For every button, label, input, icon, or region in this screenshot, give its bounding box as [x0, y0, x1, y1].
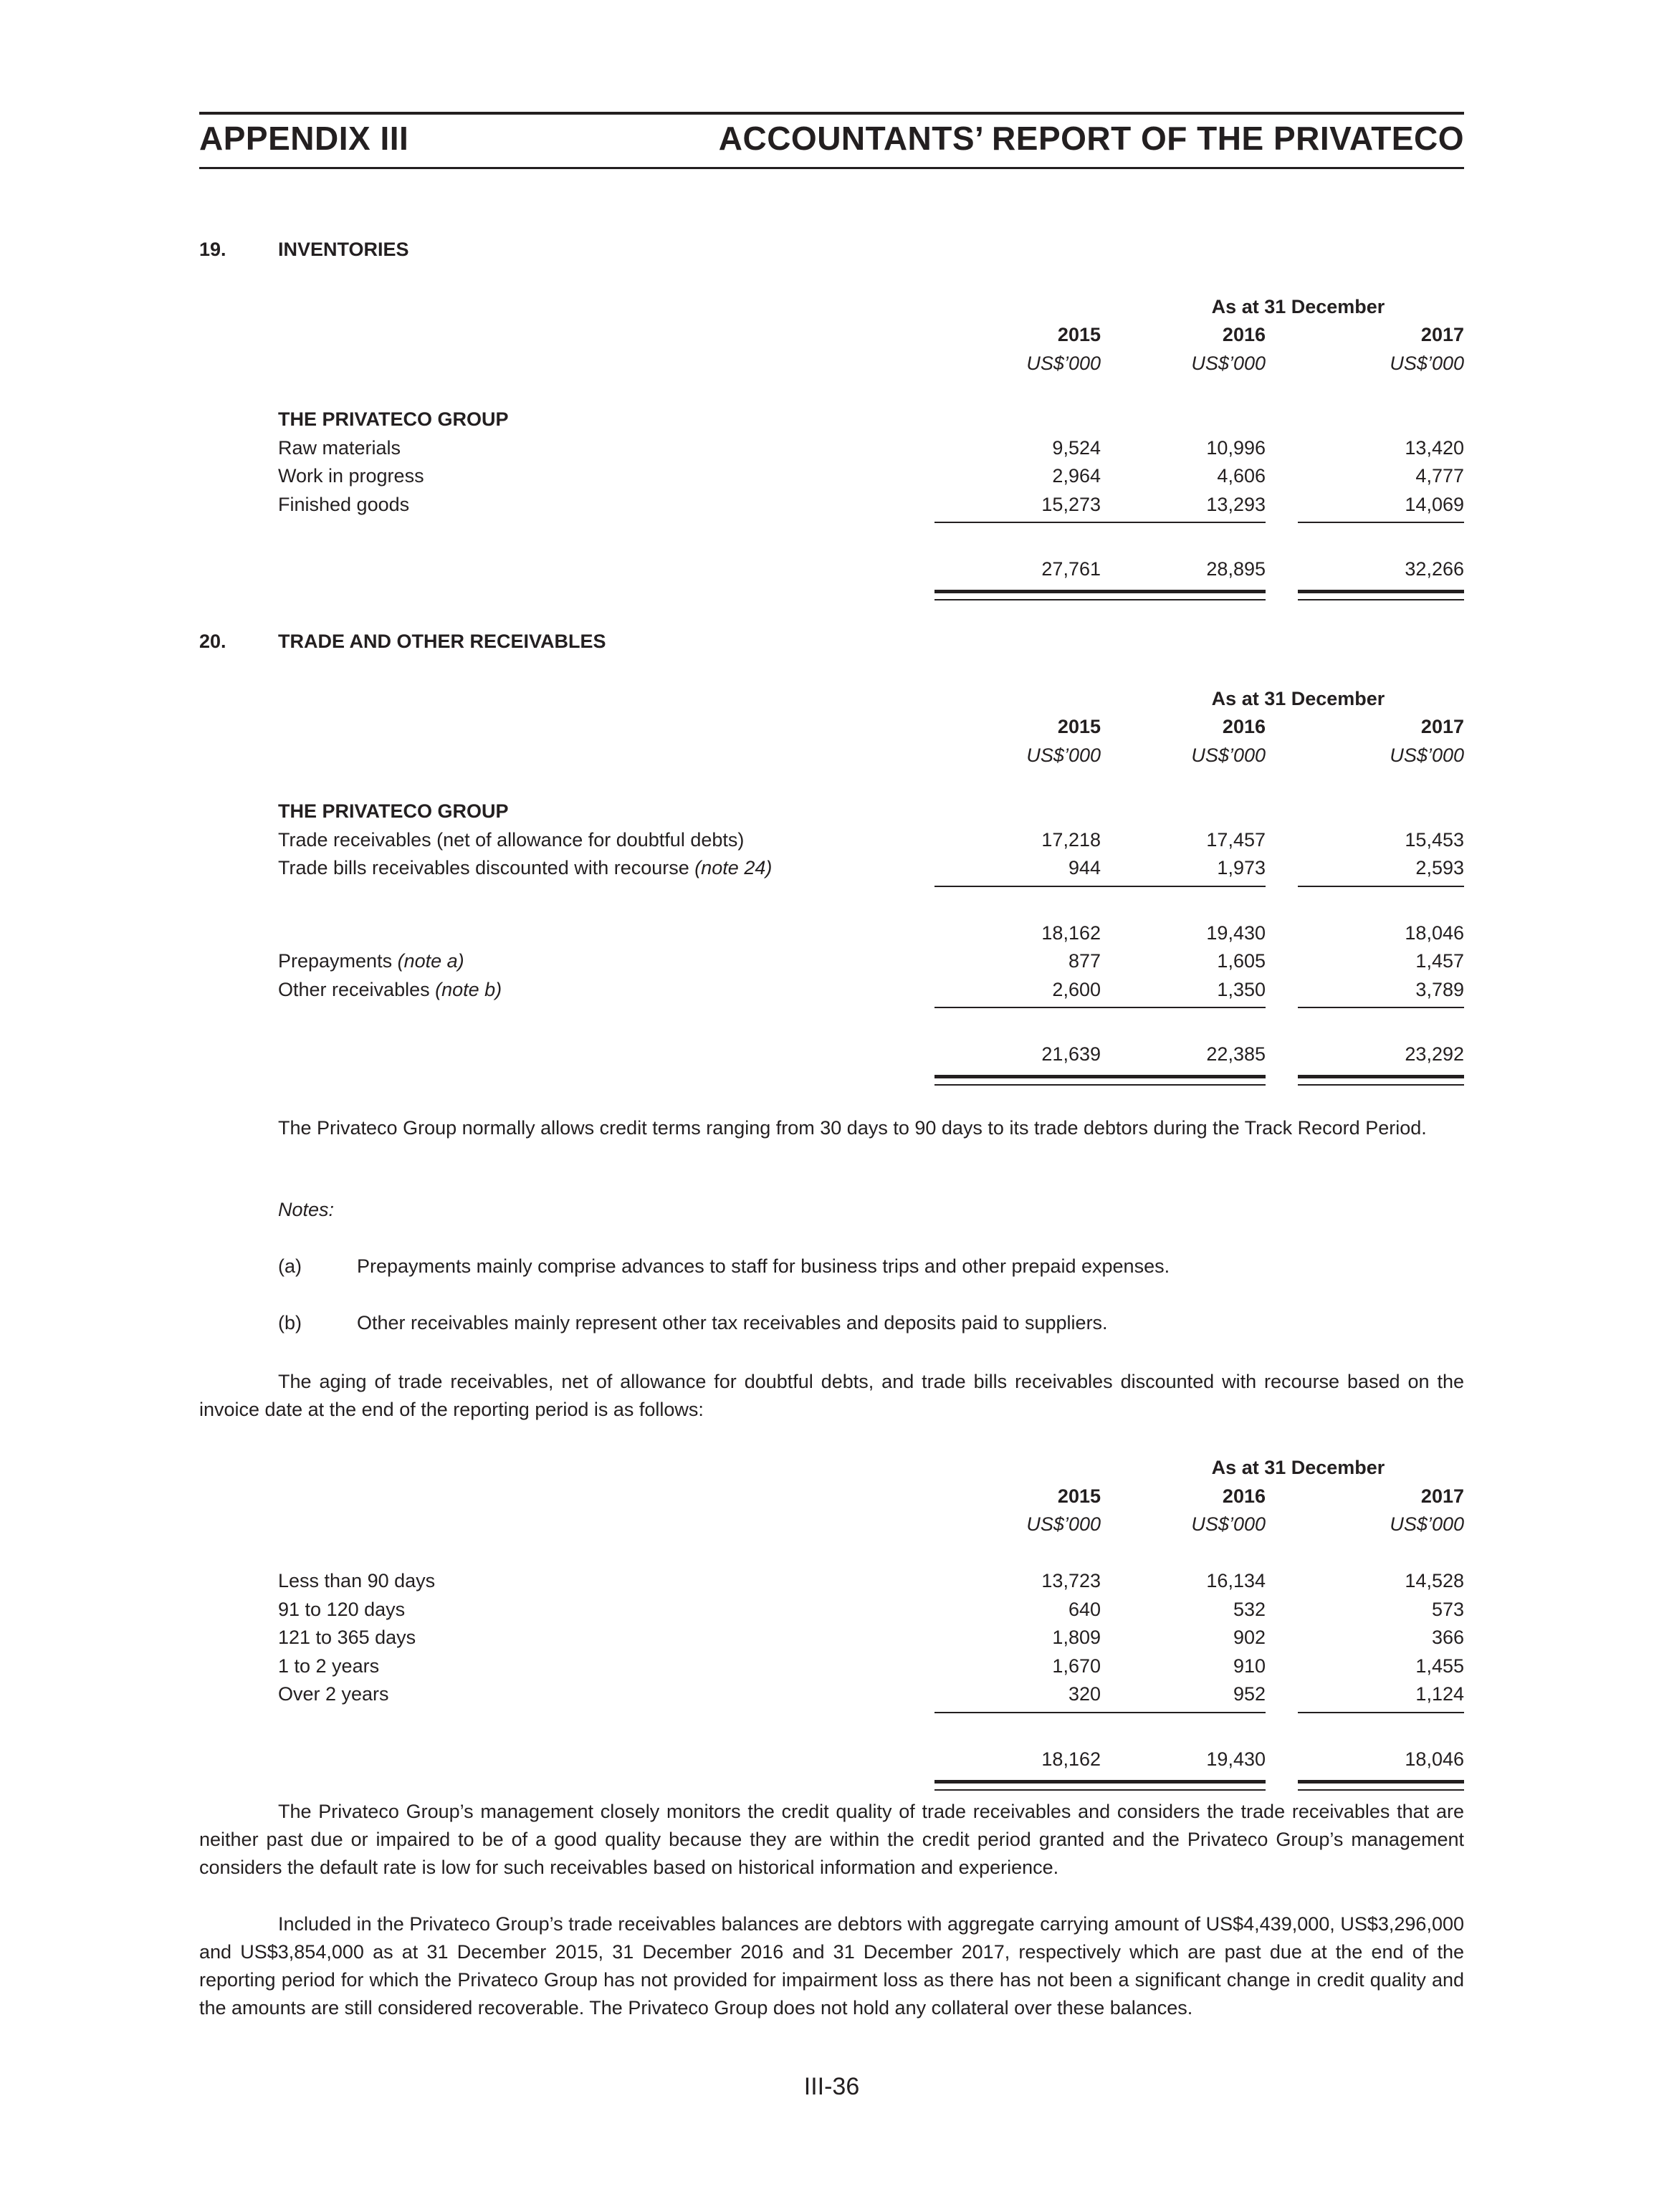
- cell: 532: [1233, 1599, 1266, 1620]
- cell: 573: [1431, 1599, 1464, 1620]
- table-row: [199, 1683, 1464, 1712]
- table-row: [199, 1655, 1464, 1684]
- table-row: [199, 437, 1464, 466]
- table-row: [199, 979, 1464, 1007]
- total-double-rule: [934, 1084, 1101, 1086]
- year-2016: 2016: [1222, 1485, 1266, 1507]
- row-label: [278, 979, 502, 1001]
- unit-2017: US$’000: [1390, 353, 1464, 374]
- credit-terms-paragraph: [199, 1114, 1464, 1142]
- cell: 944: [1068, 857, 1101, 878]
- cell: 19,430: [1206, 1748, 1266, 1770]
- total-double-rule: [1099, 1084, 1266, 1086]
- total-double-rule: [1298, 590, 1464, 597]
- unit-2016: US$’000: [1191, 744, 1266, 766]
- cell: 18,162: [1041, 1748, 1101, 1770]
- cell: 4,777: [1415, 465, 1464, 487]
- total-double-rule: [934, 1075, 1101, 1082]
- row-label-text: Prepayments: [278, 950, 398, 972]
- cell: 1,457: [1415, 950, 1464, 972]
- cell: 15,453: [1405, 829, 1464, 851]
- total-row: [199, 1748, 1464, 1777]
- cell: 640: [1068, 1599, 1101, 1620]
- group-heading: [199, 408, 1464, 437]
- cell: 18,162: [1041, 922, 1101, 944]
- year-header-row: [199, 1485, 1464, 1514]
- year-2017: 2017: [1420, 716, 1464, 737]
- note-b-label: (b): [278, 1312, 302, 1334]
- group-heading: [199, 800, 1464, 829]
- cell: 2,600: [1052, 979, 1101, 1000]
- unit-2015: US$’000: [1026, 353, 1101, 374]
- cell: 16,134: [1206, 1570, 1266, 1591]
- cell: 14,069: [1405, 494, 1464, 515]
- row-label: Trade receivables (net of allowance for doubtful debts): [278, 829, 745, 851]
- notes-heading: Notes:: [278, 1199, 335, 1220]
- year-2016: 2016: [1222, 716, 1266, 737]
- paragraph-text: The Privateco Group normally allows credit terms ranging from 30 days to 90 days to its trade debtors during the Track Record Period.: [278, 1117, 1427, 1139]
- total-double-rule: [1298, 1789, 1464, 1791]
- header-bottom-rule: [199, 167, 1464, 169]
- subtotal-rule: [934, 886, 1101, 887]
- year-2016: 2016: [1222, 324, 1266, 345]
- cell: 1,455: [1415, 1655, 1464, 1677]
- subtotal-row: [199, 922, 1464, 951]
- row-label: Less than 90 days: [278, 1570, 436, 1591]
- total-double-rule: [1298, 1780, 1464, 1787]
- table-row: [199, 950, 1464, 979]
- row-label: 1 to 2 years: [278, 1655, 380, 1677]
- cell: 15,273: [1041, 494, 1101, 515]
- cell: 13,293: [1206, 494, 1266, 515]
- note-a-text: Prepayments mainly comprise advances to staff for business trips and other prepaid expenses.: [357, 1255, 1170, 1277]
- total-row: [199, 558, 1464, 587]
- cell: 22,385: [1206, 1043, 1266, 1065]
- cell: 21,639: [1041, 1043, 1101, 1065]
- total-double-rule: [1099, 599, 1266, 600]
- total-double-rule: [1298, 599, 1464, 600]
- cell: 17,218: [1041, 829, 1101, 851]
- cell: 17,457: [1206, 829, 1266, 851]
- note-a-label: (a): [278, 1255, 302, 1277]
- row-label: Over 2 years: [278, 1683, 389, 1705]
- total-double-rule: [1099, 1789, 1266, 1791]
- subtotal-rule: [1099, 1712, 1266, 1713]
- cell: 1,809: [1052, 1627, 1101, 1648]
- total-double-rule: [934, 1780, 1101, 1787]
- note-b-text: Other receivables mainly represent other tax receivables and deposits paid to suppliers.: [357, 1312, 1108, 1334]
- cell: 910: [1233, 1655, 1266, 1677]
- total-double-rule: [934, 599, 1101, 600]
- cell: 1,973: [1217, 857, 1266, 878]
- as-at-heading: As at 31 December: [1211, 296, 1385, 317]
- past-due-paragraph: [199, 1910, 1464, 2022]
- subtotal-rule: [1298, 1007, 1464, 1008]
- cell: 28,895: [1206, 558, 1266, 580]
- note-reference-link[interactable]: (note b): [435, 979, 502, 1000]
- unit-header-row: [199, 1513, 1464, 1542]
- as-at-heading: As at 31 December: [1211, 1457, 1385, 1478]
- cell: 1,605: [1217, 950, 1266, 972]
- table-row: [199, 857, 1464, 886]
- aging-intro-paragraph: [199, 1368, 1464, 1424]
- year-header-row: [199, 324, 1464, 353]
- table-row: [199, 1599, 1464, 1627]
- cell: 2,964: [1052, 465, 1101, 487]
- row-label: Raw materials: [278, 437, 401, 459]
- credit-quality-paragraph: [199, 1798, 1464, 1882]
- unit-2015: US$’000: [1026, 744, 1101, 766]
- row-label-text: Other receivables: [278, 979, 436, 1000]
- row-label: 121 to 365 days: [278, 1627, 416, 1648]
- group-label: THE PRIVATECO GROUP: [278, 408, 509, 430]
- note-reference-link[interactable]: (note a): [397, 950, 464, 972]
- cell: 4,606: [1217, 465, 1266, 487]
- cell: 10,996: [1206, 437, 1266, 459]
- cell: 2,593: [1415, 857, 1464, 878]
- cell: 23,292: [1405, 1043, 1464, 1065]
- table-row: [199, 1570, 1464, 1599]
- cell: 1,670: [1052, 1655, 1101, 1677]
- row-label-text: Trade bills receivables discounted with recourse: [278, 857, 695, 878]
- section-19-title: INVENTORIES: [278, 239, 409, 260]
- cell: 19,430: [1206, 922, 1266, 944]
- cell: 1,350: [1217, 979, 1266, 1000]
- section-20-number: 20.: [199, 631, 226, 652]
- subtotal-rule: [934, 1712, 1101, 1713]
- total-double-rule: [1099, 590, 1266, 597]
- cell: 27,761: [1041, 558, 1101, 580]
- year-header-row: [199, 716, 1464, 744]
- appendix-label: APPENDIX III: [199, 120, 409, 157]
- cell: 1,124: [1415, 1683, 1464, 1705]
- year-2015: 2015: [1057, 1485, 1101, 1507]
- unit-2017: US$’000: [1390, 744, 1464, 766]
- as-at-heading: As at 31 December: [1211, 688, 1385, 709]
- year-2015: 2015: [1057, 716, 1101, 737]
- cell: 13,723: [1041, 1570, 1101, 1591]
- total-double-rule: [1099, 1075, 1266, 1082]
- cell: 13,420: [1405, 437, 1464, 459]
- table-row: [199, 1627, 1464, 1655]
- header-top-rule: [199, 112, 1464, 115]
- subtotal-rule: [1099, 886, 1266, 887]
- cell: 877: [1068, 950, 1101, 972]
- row-label: [278, 950, 464, 972]
- year-2015: 2015: [1057, 324, 1101, 345]
- cell: 3,789: [1415, 979, 1464, 1000]
- year-2017: 2017: [1420, 324, 1464, 345]
- group-label: THE PRIVATECO GROUP: [278, 800, 509, 822]
- note-reference-link[interactable]: (note 24): [694, 857, 773, 878]
- cell: 14,528: [1405, 1570, 1464, 1591]
- cell: 18,046: [1405, 1748, 1464, 1770]
- unit-2016: US$’000: [1191, 1513, 1266, 1535]
- table-row: [199, 465, 1464, 494]
- table-row: [199, 829, 1464, 858]
- unit-2015: US$’000: [1026, 1513, 1101, 1535]
- table-row: [199, 494, 1464, 522]
- report-title: ACCOUNTANTS’ REPORT OF THE PRIVATECO: [718, 120, 1464, 157]
- row-label: Work in progress: [278, 465, 424, 487]
- page-number: III-36: [803, 2073, 860, 2100]
- cell: 366: [1431, 1627, 1464, 1648]
- subtotal-rule: [1298, 1712, 1464, 1713]
- subtotal-rule: [1099, 1007, 1266, 1008]
- section-19-number: 19.: [199, 239, 226, 260]
- cell: 18,046: [1405, 922, 1464, 944]
- cell: 9,524: [1052, 437, 1101, 459]
- total-row: [199, 1043, 1464, 1072]
- section-20-title: TRADE AND OTHER RECEIVABLES: [278, 631, 606, 652]
- year-2017: 2017: [1420, 1485, 1464, 1507]
- subtotal-rule: [934, 522, 1101, 523]
- cell: 902: [1233, 1627, 1266, 1648]
- total-double-rule: [934, 590, 1101, 597]
- unit-2016: US$’000: [1191, 353, 1266, 374]
- unit-header-row: [199, 744, 1464, 773]
- unit-2017: US$’000: [1390, 1513, 1464, 1535]
- subtotal-rule: [1298, 886, 1464, 887]
- paragraph-text: Included in the Privateco Group’s trade receivables balances are debtors with aggregate carrying amount of US$4,439,000, US$3,296,000 and US$3,854,000 as at 31 December 2015, 31 December 2016 and 31 December 2017, respectively which are past due at the end of the reporting period for which the Privateco Group has not provided for impairment loss as there has not been a significant change in credit quality and the amounts are still considered recoverable. The Privateco Group does not hold any collateral over these balances.: [199, 1913, 1464, 2019]
- total-double-rule: [934, 1789, 1101, 1791]
- total-double-rule: [1298, 1084, 1464, 1086]
- total-double-rule: [1099, 1780, 1266, 1787]
- cell: 952: [1233, 1683, 1266, 1705]
- paragraph-text: The Privateco Group’s management closely monitors the credit quality of trade receivables and considers the trade receivables that are neither past due or impaired to be of a good quality because they are within the credit period granted and the Privateco Group’s management considers the default rate is low for such receivables based on historical information and experience.: [199, 1801, 1464, 1878]
- row-label: [278, 857, 772, 879]
- subtotal-rule: [1099, 522, 1266, 523]
- unit-header-row: [199, 353, 1464, 381]
- cell: 320: [1068, 1683, 1101, 1705]
- subtotal-rule: [1298, 522, 1464, 523]
- row-label: 91 to 120 days: [278, 1599, 406, 1620]
- subtotal-rule: [934, 1007, 1101, 1008]
- total-double-rule: [1298, 1075, 1464, 1082]
- cell: 32,266: [1405, 558, 1464, 580]
- row-label: Finished goods: [278, 494, 410, 515]
- paragraph-text: The aging of trade receivables, net of allowance for doubtful debts, and trade bills receivables discounted with recourse based on the invoice date at the end of the reporting period is as follows:: [199, 1371, 1464, 1420]
